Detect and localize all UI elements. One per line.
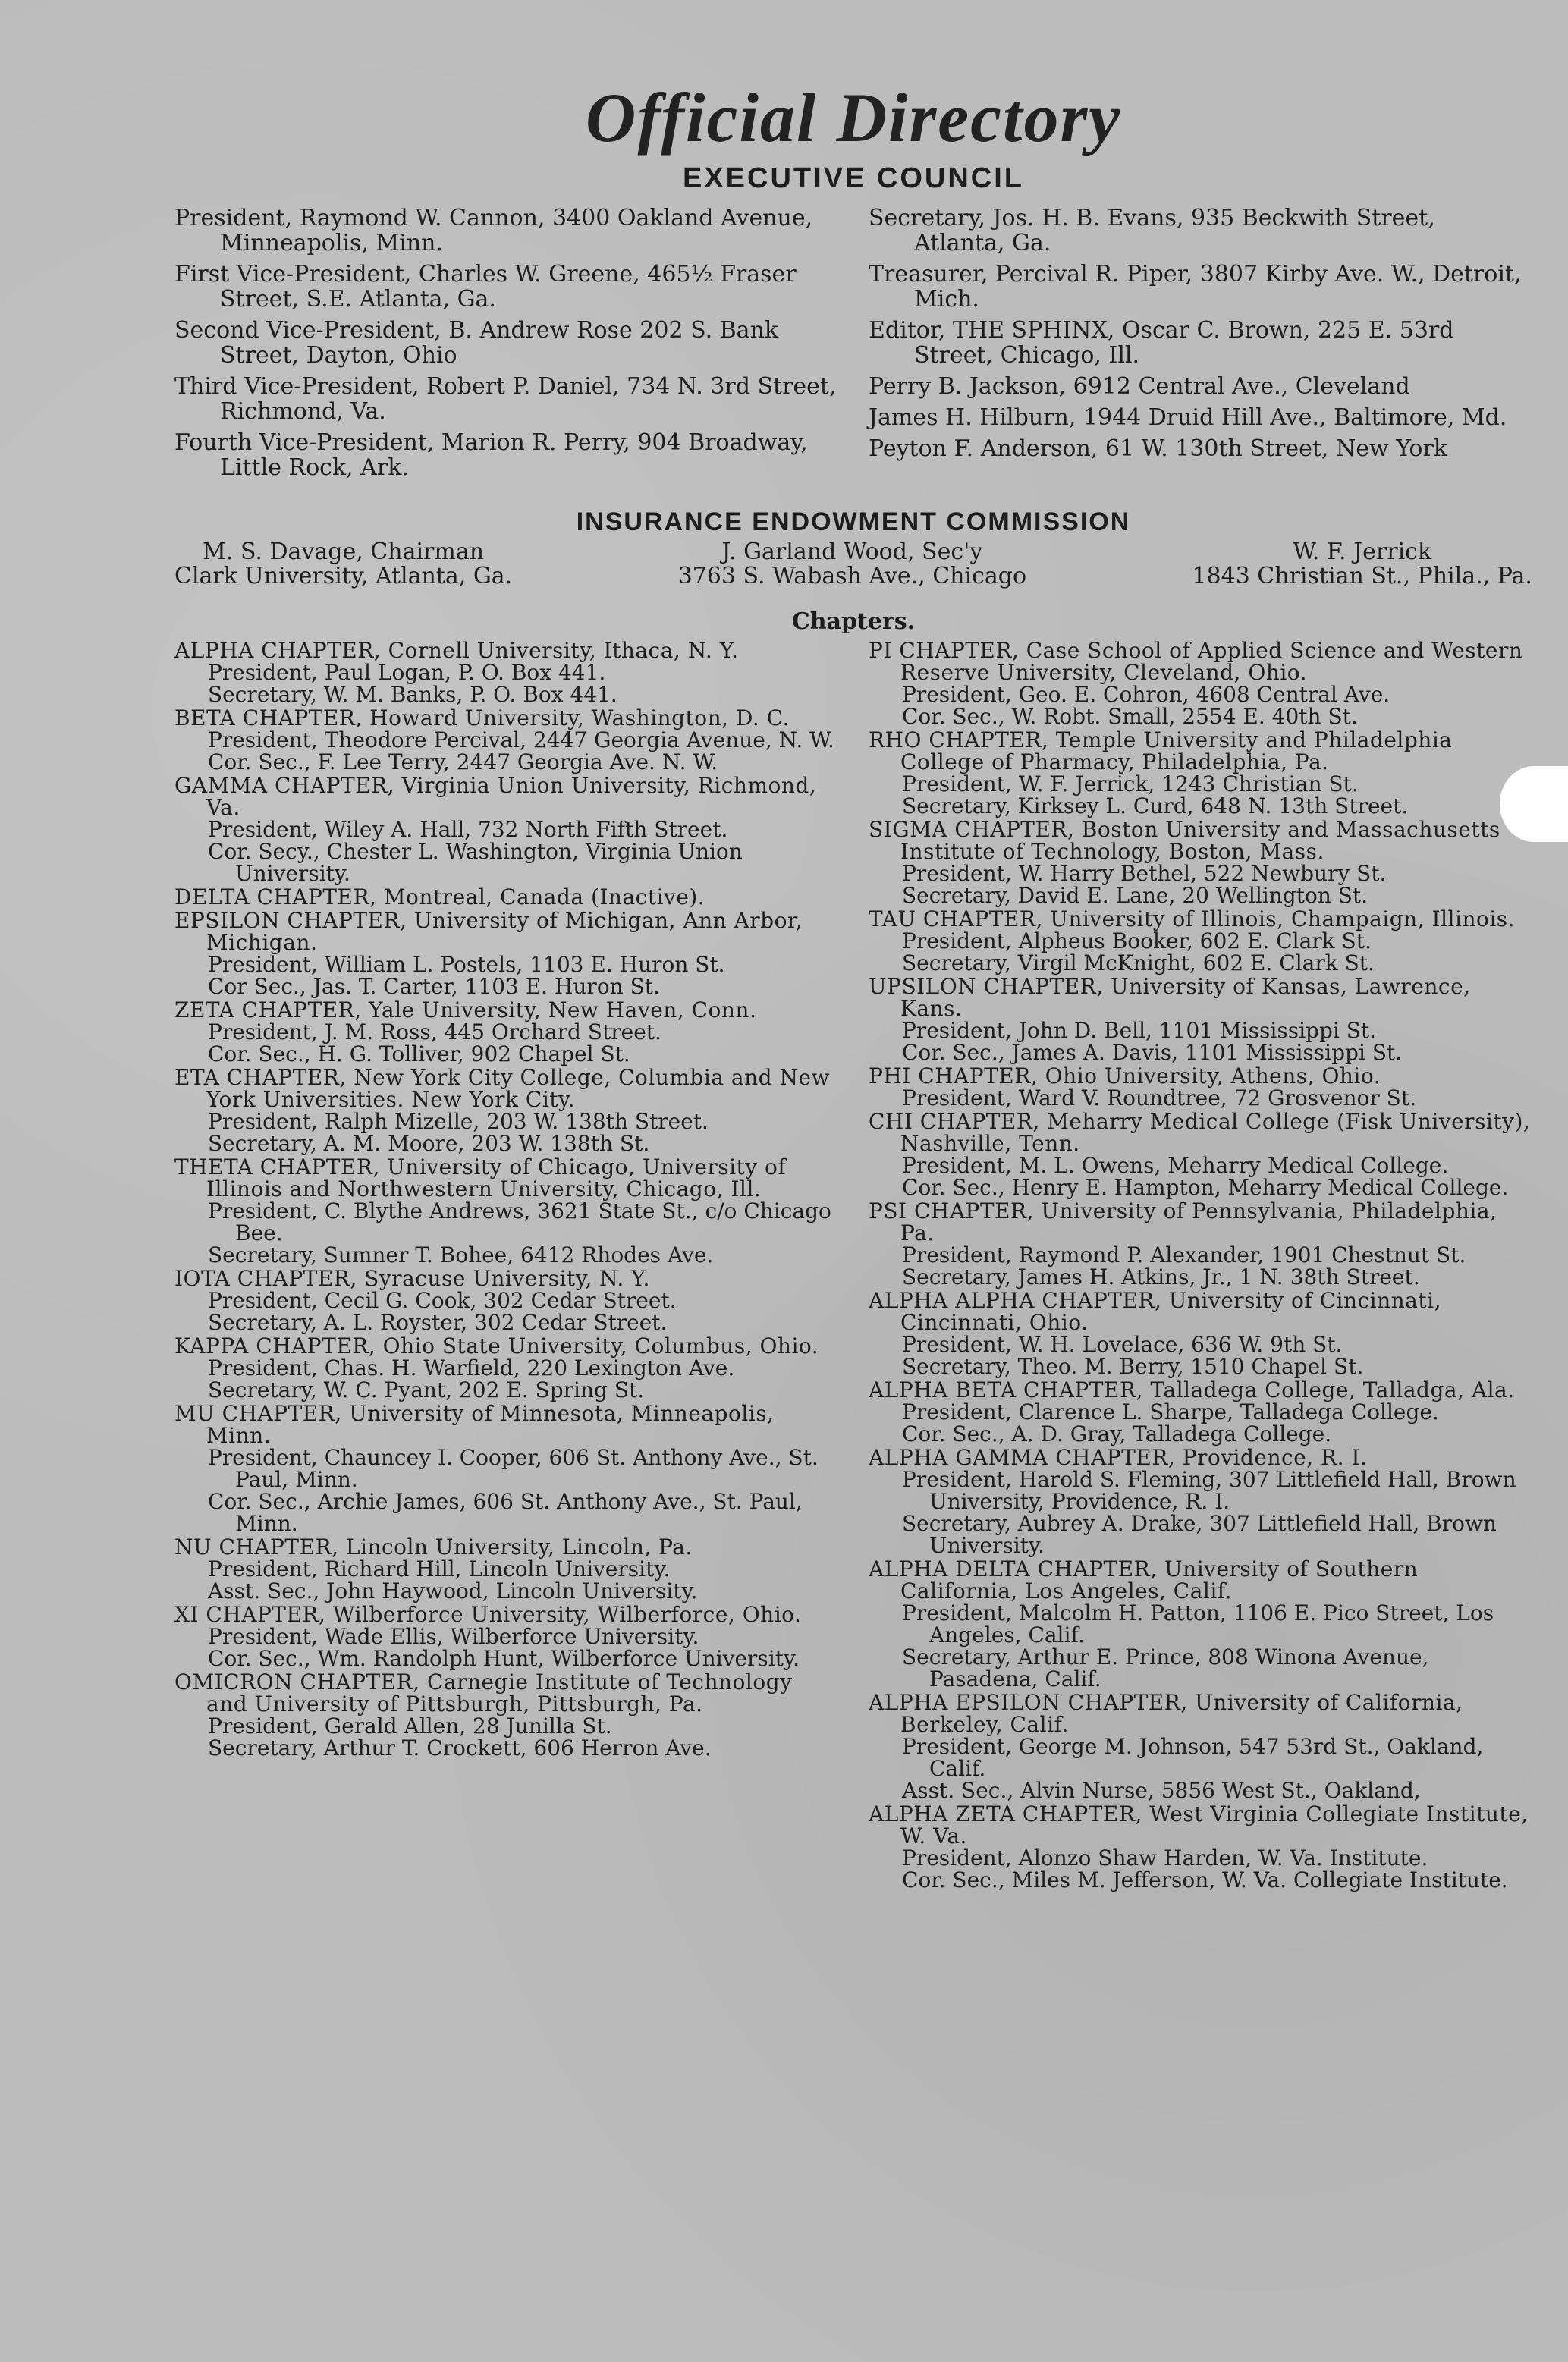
chapter-officer: President, Clarence L. Sharpe, Talladega College. xyxy=(902,1399,1439,1424)
chapter-entry xyxy=(869,1691,1532,1801)
chapter-officer: President, Ward V. Roundtree, 72 Grosvenor St. xyxy=(902,1085,1416,1110)
executive-council-heading: EXECUTIVE COUNCIL xyxy=(682,162,1025,194)
chapter-entry xyxy=(174,1267,838,1333)
chapter-entry xyxy=(869,1379,1532,1445)
page-title: Official Directory xyxy=(585,79,1122,156)
chapter-name: SIGMA CHAPTER, Boston University and Massachusetts Institute of Technology, Boston, Mass. xyxy=(869,817,1500,864)
chapter-name: TAU CHAPTER, University of Illinois, Champaign, Illinois. xyxy=(869,906,1516,931)
chapter-officer: President, Gerald Allen, 28 Junilla St. xyxy=(208,1713,612,1739)
chapter-entry xyxy=(869,1803,1532,1891)
chapter-officer: Secretary, A. L. Royster, 302 Cedar Street. xyxy=(208,1310,668,1335)
chapter-officer: Cor. Sec., Wm. Randolph Hunt, Wilberforce University. xyxy=(208,1646,800,1671)
chapter-officer: Secretary, Theo. M. Berry, 1510 Chapel St. xyxy=(902,1354,1364,1379)
chapter-entry xyxy=(869,1110,1532,1198)
chapter-officer: President, Richard Hill, Lincoln University. xyxy=(208,1556,671,1581)
chapter-officer: Cor. Sec., Archie James, 606 St. Anthony Ave., St. Paul, Minn. xyxy=(208,1489,803,1536)
executive-council-left xyxy=(174,206,838,486)
chapter-entry xyxy=(174,1671,838,1759)
chapter-officer: President, Malcolm H. Patton, 1106 E. Pico Street, Los Angeles, Calif. xyxy=(902,1600,1494,1647)
chapter-name: BETA CHAPTER, Howard University, Washington, D. C. xyxy=(174,705,790,730)
executive-council-right xyxy=(869,206,1532,486)
chapter-officer: Cor. Sec., H. G. Tolliver, 902 Chapel St. xyxy=(208,1041,630,1066)
chapter-entry xyxy=(869,908,1532,974)
chapter-entry xyxy=(869,1200,1532,1288)
chapter-officer: Secretary, David E. Lane, 20 Wellington St. xyxy=(902,883,1368,908)
commission-member-name: M. S. Davage, Chairman xyxy=(203,539,485,565)
chapter-officer: President, M. L. Owens, Meharry Medical College. xyxy=(902,1153,1449,1178)
chapter-officer: President, Raymond P. Alexander, 1901 Chestnut St. xyxy=(902,1242,1466,1267)
chapter-officer: Cor. Sec., Miles M. Jefferson, W. Va. Collegiate Institute. xyxy=(902,1867,1508,1892)
chapter-entry xyxy=(174,1603,838,1669)
chapter-officer: Cor. Sec., Henry E. Hampton, Meharry Medical College. xyxy=(902,1175,1509,1200)
chapter-entry xyxy=(869,1289,1532,1377)
chapter-entry xyxy=(869,729,1532,817)
chapter-officer: President, J. M. Ross, 445 Orchard Street. xyxy=(208,1019,661,1044)
chapter-officer: President, Chauncey I. Cooper, 606 St. Anthony Ave., St. Paul, Minn. xyxy=(208,1445,819,1492)
chapter-officer: President, W. H. Lovelace, 636 W. 9th St. xyxy=(902,1332,1343,1357)
chapter-name: EPSILON CHAPTER, University of Michigan, Ann Arbor, Michigan. xyxy=(174,908,803,955)
commission-member-address: Clark University, Atlanta, Ga. xyxy=(174,563,513,589)
chapter-name: OMICRON CHAPTER, Carnegie Institute of Technology and University of Pittsburgh, Pittsburgh, Pa. xyxy=(174,1669,793,1717)
chapter-officer: Secretary, Kirksey L. Curd, 648 N. 13th Street. xyxy=(902,793,1409,818)
chapter-entry xyxy=(869,1558,1532,1690)
chapter-name: ALPHA DELTA CHAPTER, University of Southern California, Los Angeles, Calif. xyxy=(869,1556,1419,1603)
chapter-name: PI CHAPTER, Case School of Applied Science and Western Reserve University, Cleveland, Ohio. xyxy=(869,638,1523,685)
commission-member-address: 3763 S. Wabash Ave., Chicago xyxy=(677,563,1027,589)
chapter-officer: Cor. Sec., James A. Davis, 1101 Mississippi St. xyxy=(902,1040,1403,1065)
council-member: Peyton F. Anderson, 61 W. 130th Street, New York xyxy=(869,435,1447,462)
commission-members xyxy=(174,540,1532,589)
council-member: Treasurer, Percival R. Piper, 3807 Kirby Ave. W., Detroit, Mich. xyxy=(869,261,1522,313)
chapter-name: PHI CHAPTER, Ohio University, Athens, Ohio. xyxy=(869,1063,1381,1088)
chapter-officer: Secretary, W. C. Pyant, 202 E. Spring St. xyxy=(208,1377,645,1402)
chapter-name: IOTA CHAPTER, Syracuse University, N. Y. xyxy=(174,1266,650,1291)
chapter-officer: President, Paul Logan, P. O. Box 441. xyxy=(208,660,606,685)
commission-member-name: J. Garland Wood, Sec'y xyxy=(721,539,983,565)
chapter-officer: President, Harold S. Fleming, 307 Littlefield Hall, Brown University, Providence, R. I. xyxy=(902,1467,1516,1514)
chapter-officer: President, Cecil G. Cook, 302 Cedar Street. xyxy=(208,1288,677,1313)
chapter-name: UPSILON CHAPTER, University of Kansas, Lawrence, Kans. xyxy=(869,974,1471,1021)
council-member: Editor, THE SPHINX, Oscar C. Brown, 225 E. 53rd Street, Chicago, Ill. xyxy=(869,317,1454,369)
chapter-officer: Secretary, Arthur E. Prince, 808 Winona Avenue, Pasadena, Calif. xyxy=(902,1644,1429,1691)
chapter-entry xyxy=(174,1402,838,1534)
chapter-officer: Cor. Sec., A. D. Gray, Talladega College. xyxy=(902,1421,1332,1446)
chapter-entry xyxy=(174,1335,838,1401)
council-member: Perry B. Jackson, 6912 Central Ave., Cleveland xyxy=(869,373,1410,400)
directory-page xyxy=(174,76,1532,1892)
council-member: Secretary, Jos. H. B. Evans, 935 Beckwith Street, Atlanta, Ga. xyxy=(869,205,1435,256)
chapter-name: NU CHAPTER, Lincoln University, Lincoln, Pa. xyxy=(174,1534,693,1559)
chapter-officer: Cor. Secy., Chester L. Washington, Virginia Union University. xyxy=(208,839,743,886)
chapter-name: PSI CHAPTER, University of Pennsylvania, Philadelphia, Pa. xyxy=(869,1198,1497,1245)
chapter-name: ALPHA ZETA CHAPTER, West Virginia Collegiate Institute, W. Va. xyxy=(869,1801,1529,1848)
chapter-officer: President, Alpheus Booker, 602 E. Clark St. xyxy=(902,928,1372,953)
council-member: Second Vice-President, B. Andrew Rose 202 S. Bank Street, Dayton, Ohio xyxy=(174,317,779,369)
chapters-right xyxy=(869,639,1532,1892)
chapters xyxy=(174,639,1532,1892)
chapter-officer: Cor. Sec., W. Robt. Small, 2554 E. 40th St. xyxy=(902,704,1358,729)
chapter-entry xyxy=(869,639,1532,727)
chapter-officer: Secretary, Arthur T. Crockett, 606 Herron Ave. xyxy=(208,1735,712,1761)
chapter-entry xyxy=(174,1066,838,1154)
chapter-name: GAMMA CHAPTER, Virginia Union University, Richmond, Va. xyxy=(174,773,817,820)
council-member: Third Vice-President, Robert P. Daniel, 734 N. 3rd Street, Richmond, Va. xyxy=(174,373,837,425)
council-member: James H. Hilburn, 1944 Druid Hill Ave., Baltimore, Md. xyxy=(869,404,1507,431)
chapter-officer: President, C. Blythe Andrews, 3621 State St., c/o Chicago Bee. xyxy=(208,1198,831,1245)
chapter-officer: President, Geo. E. Cohron, 4608 Central Ave. xyxy=(902,682,1390,707)
commission-member xyxy=(174,540,512,589)
commission-member xyxy=(678,540,1026,589)
chapter-name: RHO CHAPTER, Temple University and Philadelphia College of Pharmacy, Philadelphia, Pa. xyxy=(869,727,1453,774)
chapter-officer: President, George M. Johnson, 547 53rd St., Oakland, Calif. xyxy=(902,1734,1484,1781)
chapter-entry xyxy=(174,639,838,705)
chapter-name: THETA CHAPTER, University of Chicago, University of Illinois and Northwestern University, Chicago, Ill. xyxy=(174,1154,787,1201)
chapter-officer: President, William L. Postels, 1103 E. Huron St. xyxy=(208,952,725,977)
chapter-entry xyxy=(869,818,1532,906)
chapter-name: CHI CHAPTER, Meharry Medical College (Fisk University), Nashville, Tenn. xyxy=(869,1109,1531,1156)
chapters-left xyxy=(174,639,838,1892)
chapter-officer: President, Theodore Percival, 2447 Georgia Avenue, N. W. xyxy=(208,727,834,752)
chapter-name: ZETA CHAPTER, Yale University, New Haven, Conn. xyxy=(174,997,757,1022)
chapter-officer: Secretary, James H. Atkins, Jr., 1 N. 38th Street. xyxy=(902,1264,1420,1289)
chapter-officer: Asst. Sec., John Haywood, Lincoln University. xyxy=(208,1578,698,1603)
chapter-name: DELTA CHAPTER, Montreal, Canada (Inactive). xyxy=(174,884,705,909)
chapter-officer: President, John D. Bell, 1101 Mississippi St. xyxy=(902,1018,1377,1043)
chapter-officer: President, Wiley A. Hall, 732 North Fifth Street. xyxy=(208,817,728,842)
chapter-name: ALPHA GAMMA CHAPTER, Providence, R. I. xyxy=(869,1445,1368,1470)
chapter-officer: Cor Sec., Jas. T. Carter, 1103 E. Huron St. xyxy=(208,974,660,999)
chapter-entry xyxy=(869,975,1532,1063)
chapter-entry xyxy=(174,1156,838,1266)
chapter-entry xyxy=(174,886,838,908)
chapter-entry xyxy=(174,707,838,773)
chapter-name: ALPHA CHAPTER, Cornell University, Ithaca, N. Y. xyxy=(174,638,739,663)
chapter-name: ALPHA BETA CHAPTER, Talladega College, Talladga, Ala. xyxy=(869,1377,1515,1402)
chapter-officer: Secretary, W. M. Banks, P. O. Box 441. xyxy=(208,682,617,707)
chapter-entry xyxy=(174,999,838,1065)
chapter-officer: Secretary, Aubrey A. Drake, 307 Littlefield Hall, Brown University. xyxy=(902,1511,1497,1558)
chapter-officer: President, Chas. H. Warfield, 220 Lexington Ave. xyxy=(208,1355,735,1380)
chapter-officer: President, W. Harry Bethel, 522 Newbury St. xyxy=(902,861,1387,886)
chapters-heading: Chapters. xyxy=(791,608,916,635)
chapter-officer: Secretary, Sumner T. Bohee, 6412 Rhodes Ave. xyxy=(208,1242,714,1267)
chapter-entry xyxy=(869,1065,1532,1109)
council-member: President, Raymond W. Cannon, 3400 Oakland Avenue, Minneapolis, Minn. xyxy=(174,205,813,256)
chapter-officer: President, Wade Ellis, Wilberforce University. xyxy=(208,1624,699,1649)
chapter-entry xyxy=(174,774,838,884)
chapter-name: ETA CHAPTER, New York City College, Columbia and New York Universities. New York City. xyxy=(174,1065,830,1112)
chapter-officer: Secretary, Virgil McKnight, 602 E. Clark St. xyxy=(902,950,1375,975)
chapter-name: KAPPA CHAPTER, Ohio State University, Columbus, Ohio. xyxy=(174,1333,819,1358)
chapter-officer: President, Ralph Mizelle, 203 W. 138th Street. xyxy=(208,1109,709,1134)
chapter-officer: President, W. F. Jerrick, 1243 Christian St. xyxy=(902,771,1359,796)
council-member: First Vice-President, Charles W. Greene, 465½ Fraser Street, S.E. Atlanta, Ga. xyxy=(174,261,797,313)
commission-member xyxy=(1192,540,1532,589)
chapter-officer: Secretary, A. M. Moore, 203 W. 138th St. xyxy=(208,1131,650,1156)
commission-member-address: 1843 Christian St., Phila., Pa. xyxy=(1192,563,1532,589)
commission-heading: INSURANCE ENDOWMENT COMMISSION xyxy=(576,507,1131,536)
chapter-entry xyxy=(869,1446,1532,1556)
chapter-entry xyxy=(174,1536,838,1602)
chapter-officer: Cor. Sec., F. Lee Terry, 2447 Georgia Ave. N. W. xyxy=(208,749,718,774)
council-member: Fourth Vice-President, Marion R. Perry, 904 Broadway, Little Rock, Ark. xyxy=(174,429,808,481)
chapter-name: XI CHAPTER, Wilberforce University, Wilberforce, Ohio. xyxy=(174,1602,802,1627)
commission-member-name: W. F. Jerrick xyxy=(1293,539,1432,565)
executive-council xyxy=(174,206,1532,486)
chapter-name: ALPHA ALPHA CHAPTER, University of Cincinnati, Cincinnati, Ohio. xyxy=(869,1288,1441,1335)
chapter-officer: President, Alonzo Shaw Harden, W. Va. Institute. xyxy=(902,1845,1428,1870)
chapter-officer: Asst. Sec., Alvin Nurse, 5856 West St., Oakland, xyxy=(902,1778,1421,1803)
chapter-name: ALPHA EPSILON CHAPTER, University of California, Berkeley, Calif. xyxy=(869,1690,1463,1737)
chapter-entry xyxy=(174,909,838,997)
chapter-name: MU CHAPTER, University of Minnesota, Minneapolis, Minn. xyxy=(174,1401,775,1448)
